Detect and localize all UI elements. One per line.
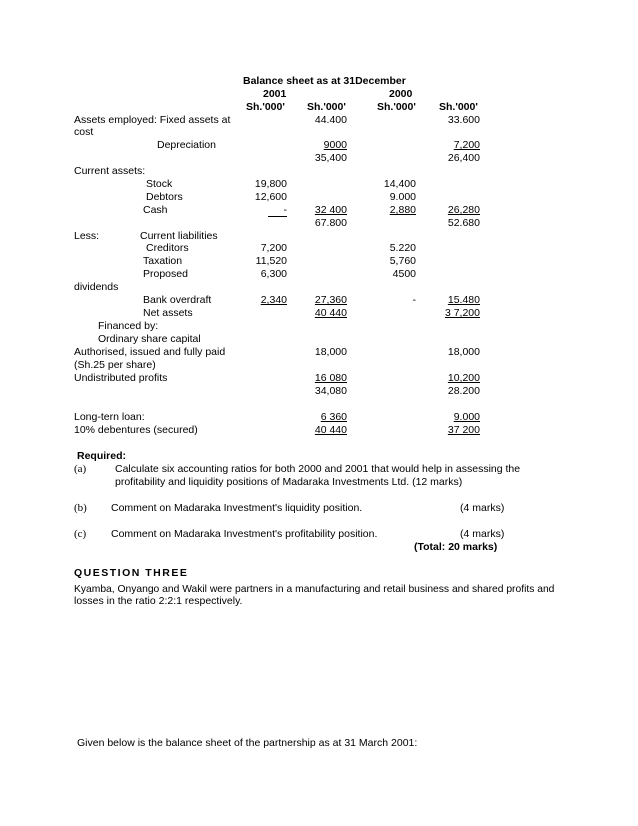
debtors-2001: 12,600 <box>254 191 287 203</box>
proposed-2001: 6,300 <box>260 268 287 280</box>
balance-sheet-title: Balance sheet as at 31December <box>243 75 406 87</box>
long-term-loan-label: Long-tern loan: <box>74 411 145 423</box>
debentures-label: 10% debentures (secured) <box>74 424 198 436</box>
fixed-assets-2001: 44.400 <box>314 114 347 126</box>
fixed-plus-current-2000: 52.680 <box>447 217 480 229</box>
stock-2000: 14,400 <box>383 178 416 190</box>
net-assets-2000: 3 7,200 <box>444 307 480 319</box>
ordinary-share-capital-label: Ordinary share capital <box>98 333 201 345</box>
question-three-heading: QUESTION THREE <box>74 567 189 579</box>
cash-label: Cash <box>143 204 168 216</box>
taxation-label: Taxation <box>143 255 183 267</box>
unit-heading-2: Sh.'000' <box>307 101 346 113</box>
current-liabilities-total-2001: 27,360 <box>314 294 347 306</box>
equity-total-2000: 28.200 <box>447 385 480 397</box>
question-three-line1: Kyamba, Onyango and Wakil were partners in a manufacturing and retail business and shared profits and <box>74 584 555 595</box>
debtors-label: Debtors <box>146 191 183 203</box>
creditors-label: Creditors <box>146 242 189 254</box>
less-label: Less: <box>74 230 100 242</box>
total-marks: (Total: 20 marks) <box>414 541 498 553</box>
grand-total-2001: 40 440 <box>314 424 347 436</box>
dividends-label: dividends <box>74 281 119 293</box>
part-b-tag: (b) <box>74 502 87 514</box>
fixed-plus-current-2001: 67.800 <box>314 217 347 229</box>
authorised-2000: 18,000 <box>447 346 480 358</box>
bank-overdraft-label: Bank overdraft <box>143 294 212 306</box>
part-b-text: Comment on Madaraka Investment's liquidity position. <box>111 502 363 514</box>
grand-total-2000: 37 200 <box>447 424 480 436</box>
part-c-text: Comment on Madaraka Investment's profitability position. <box>111 528 378 540</box>
taxation-2000: 5,760 <box>389 255 416 267</box>
debentures-2000: 9.000 <box>453 411 480 423</box>
cash-2001: - <box>283 204 287 216</box>
financed-by-label: Financed by: <box>98 320 159 332</box>
part-c-tag: (c) <box>74 528 87 540</box>
net-assets-label: Net assets <box>143 307 193 319</box>
unit-heading-1: Sh.'000' <box>246 101 285 113</box>
year-2001-heading: 2001 <box>263 88 287 100</box>
part-a-line2: profitability and liquidity positions of Madaraka Investments Ltd. (12 marks) <box>115 476 463 488</box>
bank-overdraft-2000: - <box>412 294 416 306</box>
net-fixed-2001: 35,400 <box>314 152 347 164</box>
current-assets-total-2000: 26,280 <box>447 204 480 216</box>
bank-overdraft-2001: 2,340 <box>260 294 287 306</box>
cash-2000: 2,880 <box>389 204 416 216</box>
fixed-assets-2000: 33.600 <box>447 114 480 126</box>
current-liabilities-total-2000: 15.480 <box>447 294 480 306</box>
current-assets-label: Current assets: <box>74 165 146 177</box>
net-assets-2001: 40 440 <box>314 307 347 319</box>
cost-label: cost <box>74 126 94 138</box>
debtors-2000: 9.000 <box>389 191 416 203</box>
proposed-2000: 4500 <box>392 268 416 280</box>
depreciation-2000: 7,200 <box>453 139 480 151</box>
depreciation-label: Depreciation <box>157 139 216 151</box>
part-a-tag: (a) <box>74 463 87 475</box>
unit-heading-3: Sh.'000' <box>377 101 416 113</box>
taxation-2001: 11,520 <box>255 255 287 267</box>
net-fixed-2000: 26,400 <box>447 152 480 164</box>
question-three-line2: losses in the ratio 2:2:1 respectively. <box>74 595 243 607</box>
depreciation-2001: 9000 <box>323 139 347 151</box>
part-c-marks: (4 marks) <box>460 528 505 540</box>
undistributed-profits-label: Undistributed profits <box>74 372 168 384</box>
authorised-label: Authorised, issued and fully paid <box>74 346 226 358</box>
undistributed-2000: 10,200 <box>447 372 480 384</box>
undistributed-2001: 16 080 <box>314 372 347 384</box>
unit-heading-4: Sh.'000' <box>439 101 478 113</box>
stock-2001: 19,800 <box>254 178 287 190</box>
current-assets-total-2001: 32 400 <box>314 204 347 216</box>
authorised-2001: 18,000 <box>314 346 347 358</box>
part-a-line1: Calculate six accounting ratios for both 2000 and 2001 that would help in assessing the <box>115 463 521 475</box>
required-heading: Required: <box>77 450 127 462</box>
creditors-2000: 5.220 <box>389 242 416 254</box>
par-value-label: (Sh.25 per share) <box>74 359 156 371</box>
stock-label: Stock <box>146 178 173 190</box>
part-b-marks: (4 marks) <box>460 502 505 514</box>
creditors-2001: 7,200 <box>260 242 287 254</box>
fixed-assets-label: Assets employed: Fixed assets at <box>74 114 231 126</box>
equity-total-2001: 34,080 <box>314 385 347 397</box>
proposed-label: Proposed <box>143 268 188 280</box>
debentures-2001: 6 360 <box>320 411 347 423</box>
given-below-text: Given below is the balance sheet of the partnership as at 31 March 2001: <box>77 737 418 749</box>
year-2000-heading: 2000 <box>389 88 413 100</box>
current-liabilities-label: Current liabilities <box>140 230 218 242</box>
